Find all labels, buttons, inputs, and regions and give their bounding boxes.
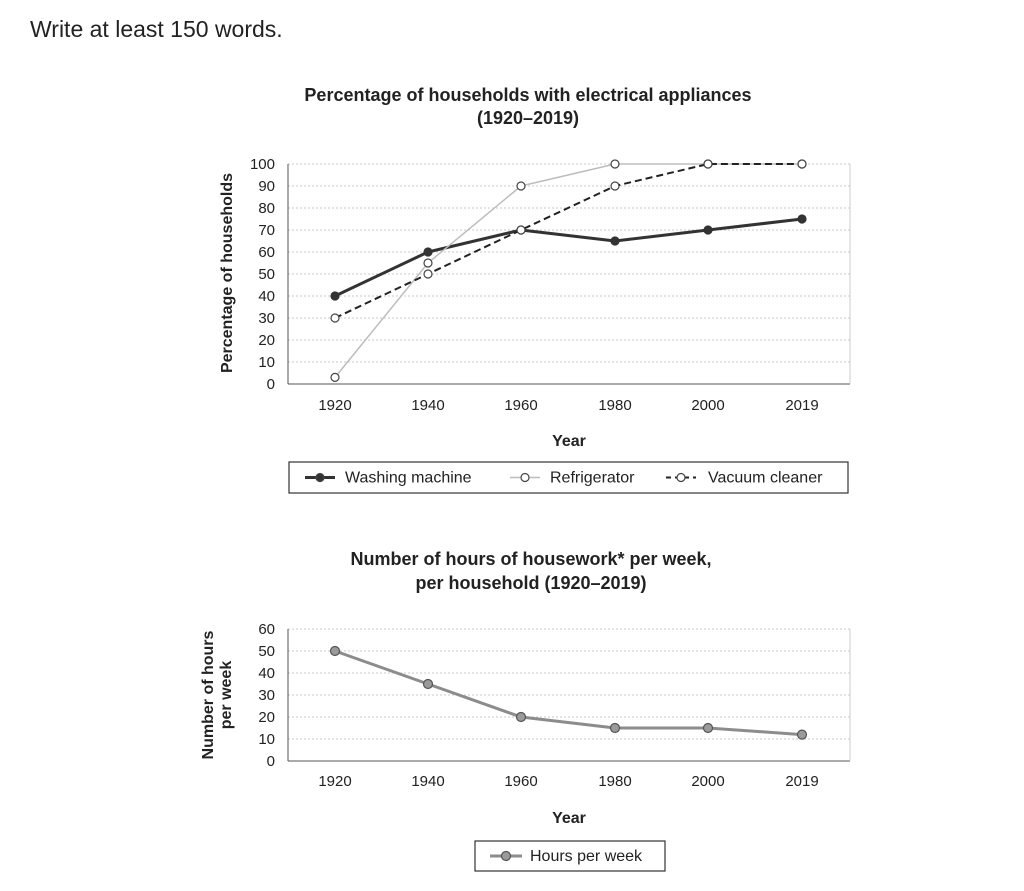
series-line-vacuum-cleaner: [335, 164, 802, 318]
y-tick-label: 40: [258, 288, 275, 305]
series-line-refrigerator: [335, 164, 802, 377]
y-tick-label: 50: [258, 643, 275, 660]
legend-marker: [677, 474, 685, 482]
data-point: [424, 680, 433, 689]
legend-marker: [502, 852, 511, 861]
x-axis-title: Year: [552, 433, 586, 450]
y-tick-label: 40: [258, 665, 275, 682]
data-point: [517, 182, 525, 190]
y-tick-label: 30: [258, 687, 275, 704]
data-point: [331, 373, 339, 381]
y-tick-label: 0: [266, 753, 275, 770]
legend-label: Refrigerator: [550, 469, 635, 487]
legend-marker: [521, 474, 529, 482]
x-tick-label: 1960: [504, 397, 538, 414]
legend-label: Vacuum cleaner: [708, 469, 823, 487]
y-tick-label: 0: [266, 376, 275, 393]
data-point: [611, 237, 619, 245]
data-point: [798, 730, 807, 739]
x-tick-label: 1940: [411, 397, 445, 414]
x-tick-label: 1980: [598, 773, 632, 790]
data-point: [704, 724, 713, 733]
data-point: [798, 215, 806, 223]
data-point: [331, 292, 339, 300]
y-tick-label: 10: [258, 731, 275, 748]
data-point: [611, 724, 620, 733]
legend-label: Hours per week: [530, 848, 643, 865]
y-tick-label: 20: [258, 332, 275, 349]
data-point: [517, 226, 525, 234]
legend-label: Washing machine: [345, 469, 472, 487]
data-point: [611, 182, 619, 190]
chart-title: Number of hours of housework* per week,: [350, 549, 712, 569]
x-tick-label: 2019: [785, 397, 819, 414]
legend-marker: [316, 474, 324, 482]
data-point: [611, 160, 619, 168]
instruction-text: Write at least 150 words.: [30, 16, 283, 42]
y-tick-label: 30: [258, 310, 275, 327]
data-point: [704, 160, 712, 168]
y-axis-title-line2: per week: [218, 660, 235, 730]
x-axis-title: Year: [552, 810, 586, 827]
y-tick-label: 80: [258, 200, 275, 217]
data-point: [704, 226, 712, 234]
y-tick-label: 20: [258, 709, 275, 726]
x-tick-label: 1920: [318, 397, 352, 414]
y-tick-label: 10: [258, 354, 275, 371]
data-point: [331, 647, 340, 656]
data-point: [798, 160, 806, 168]
y-tick-label: 50: [258, 266, 275, 283]
y-axis-title: Percentage of households: [219, 172, 236, 374]
chart-subtitle: per household (1920–2019): [415, 573, 647, 593]
x-tick-label: 2000: [691, 397, 725, 414]
chart-subtitle: (1920–2019): [476, 108, 580, 128]
x-tick-label: 1920: [318, 773, 352, 790]
data-point: [517, 713, 526, 722]
x-tick-label: 1980: [598, 397, 632, 414]
series-line-hours-per-week: [335, 651, 802, 735]
data-point: [424, 270, 432, 278]
x-tick-label: 1960: [504, 773, 538, 790]
x-tick-label: 2019: [785, 773, 819, 790]
y-tick-label: 100: [249, 156, 275, 173]
y-tick-label: 90: [258, 178, 275, 195]
x-tick-label: 1940: [411, 773, 445, 790]
data-point: [424, 259, 432, 267]
y-tick-label: 70: [258, 222, 275, 239]
chart-title: Percentage of households with electrical appliances: [304, 85, 752, 105]
y-axis-title: Number of hours: [200, 630, 217, 760]
y-tick-label: 60: [258, 621, 275, 638]
x-tick-label: 2000: [691, 773, 725, 790]
y-tick-label: 60: [258, 244, 275, 261]
data-point: [424, 248, 432, 256]
data-point: [331, 314, 339, 322]
